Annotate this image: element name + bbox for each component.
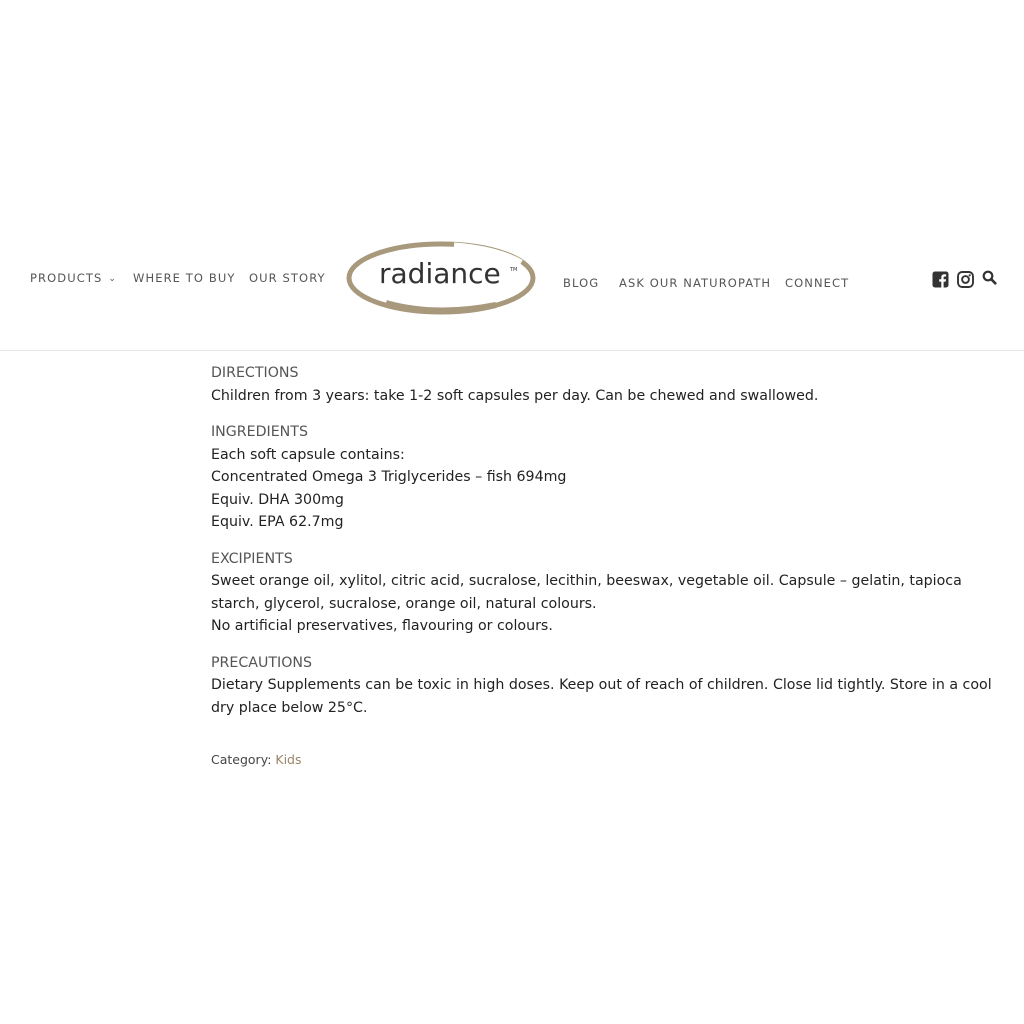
nav-connect[interactable]: CONNECT <box>785 276 850 290</box>
nav-products[interactable] <box>30 271 117 285</box>
logo-trademark: TM <box>510 267 518 273</box>
section-text: No artificial preservatives, flavouring or colours. <box>211 618 553 634</box>
search-icon[interactable] <box>982 270 1000 288</box>
nav-where-to-buy[interactable]: WHERE TO BUY <box>133 271 236 285</box>
section-text: Equiv. DHA 300mg <box>211 491 344 508</box>
directions-section <box>211 362 1011 407</box>
nav-ask-our-naturopath[interactable]: ASK OUR NATUROPATH <box>619 276 772 290</box>
nav-blog[interactable]: BLOG <box>563 276 600 290</box>
logo-wordmark: radiance <box>379 257 501 290</box>
excipients-section <box>211 548 1011 638</box>
section-text: Equiv. EPA 62.7mg <box>211 514 344 530</box>
section-title: PRECAUTIONS <box>211 654 313 671</box>
section-text: Children from 3 years: take 1-2 soft capsules per day. Can be chewed and swallowed. <box>211 387 819 404</box>
site-header <box>0 205 1024 351</box>
section-text: Concentrated Omega 3 Triglycerides – fish 694mg <box>211 469 567 485</box>
instagram-icon[interactable] <box>957 271 975 289</box>
chevron-down-icon: ⌄ <box>108 274 118 284</box>
precautions-section <box>211 652 1011 720</box>
nav-products-label: PRODUCTS <box>30 271 103 285</box>
section-title: DIRECTIONS <box>211 365 299 381</box>
section-title: INGREDIENTS <box>211 424 308 440</box>
section-text: Sweet orange oil, xylitol, citric acid, sucralose, lecithin, beeswax, vegetable oil. Capsule – gelatin, tapioca starch, glycerol, sucralose, orange oil, natural colours. <box>211 573 962 612</box>
ingredients-section <box>211 421 1011 534</box>
section-text: Each soft capsule contains: <box>211 446 405 463</box>
section-title: EXCIPIENTS <box>211 550 293 567</box>
section-text: Dietary Supplements can be toxic in high doses. Keep out of reach of children. Close lid tightly. Store in a cool dry place below 25°C. <box>211 677 992 716</box>
facebook-square-icon[interactable] <box>932 271 950 289</box>
category-link-kids[interactable]: Kids <box>275 752 302 767</box>
radiance-logo[interactable] <box>346 241 538 315</box>
category-label: Category: <box>211 752 272 767</box>
product-details <box>211 362 1011 733</box>
nav-our-story[interactable]: OUR STORY <box>249 271 326 285</box>
product-category <box>211 752 302 767</box>
